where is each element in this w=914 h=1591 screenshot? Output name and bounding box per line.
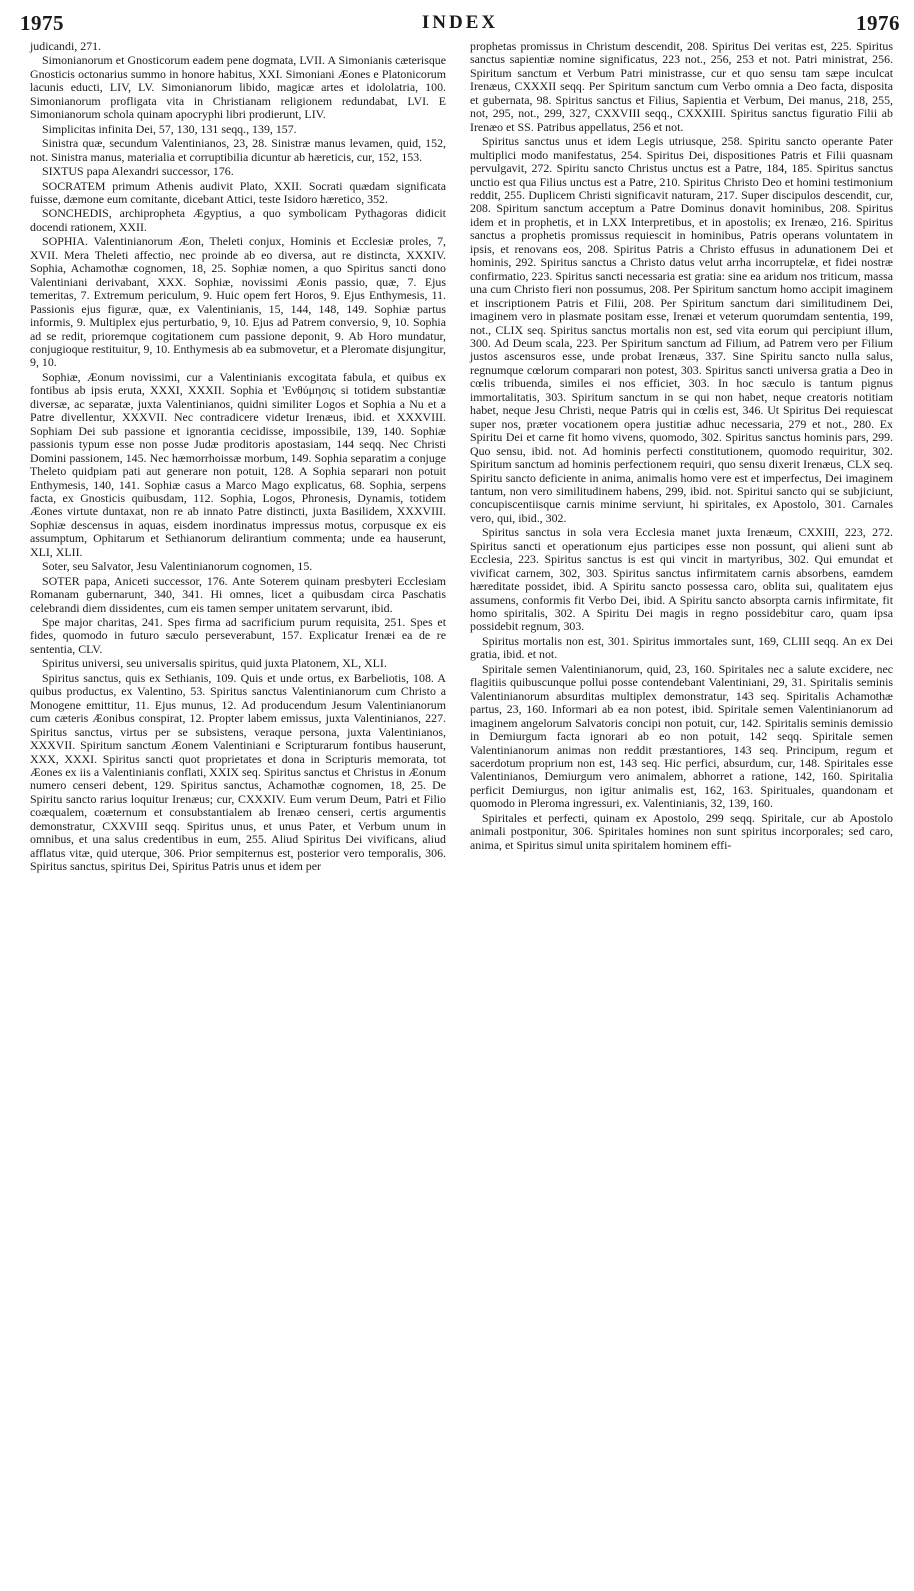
left-column	[30, 40, 446, 875]
index-entry: SOPHIA. Valentinianorum Æon, Theleti conjux, Hominis et Ecclesiæ proles, 7, XVII. Mera Theleti affectio, nec proinde ab eo diversa, aut re distincta, XXXIV. Sophia, Achamothæ cognomen, 18, 25. Sophiæ nomen, a quo Spiritus sancti dono Valentiniani derivabant, XXX. Sophiæ, novissimi Æonis passio, quæ, 7. Ejus temeritas, 7. Extremum periculum, 9. Huic opem fert Horos, 9. Ejus Enthymesis, 11. Passionis ejus figuræ, quæ, ex Valentinianis, 15, 144, 148, 149. Sophiæ partus informis, 9. Multiplex ejus perturbatio, 9, 10. Ejus ad Patrem conversio, 9, 10. Sophia ad se redit, prioremque cogitationem cum passione deponit, 9. Ab Horo mundatur, conjugioque restituitur, 9, 10. Enthymesis ab ea submovetur, et a Pleromate disjungitur, 9, 10.	[30, 234, 446, 370]
index-entry: SOTER papa, Aniceti successor, 176. Ante Soterem quinam presbyteri Ecclesiam Romanam gubernarunt, 340, 341. Hi omnes, licet a quibusdam circa Paschatis celebrandi diem dissidentes, cum eis tamen semper unitatem servarunt, ibid.	[30, 573, 446, 615]
index-entry: Spiritus mortalis non est, 301. Spiritus immortales sunt, 169, CLIII seqq. An ex Dei gratia, ibid. et not.	[470, 633, 893, 662]
index-entry: Soter, seu Salvator, Jesu Valentinianorum cognomen, 15.	[42, 559, 313, 574]
index-entry: Spiritus universi, seu universalis spiritus, quid juxta Platonem, XL, XLI.	[42, 656, 387, 671]
right-page-number: 1976	[855, 10, 900, 35]
index-entry: judicandi, 271.	[30, 39, 102, 53]
index-entry: Spiritus sanctus, quis ex Sethianis, 109. Quis et unde ortus, ex Barbeliotis, 108. A quibus productus, ex Valentino, 53. Spiritus sanctus Valentinianorum cum Christo a Monogene emittitur, 11. Ejus munus, 12. Ad producendum Jesum Valentinianorum cum cæteris Æonibus conspirat, 12. Propter labem emissus, juxta Valentinianos, 227. Spiritus sanctus, virtus per se subsistens, veraque persona, juxta Valentinianos, XXXVII. Spiritum sanctum Æonem Valentiniani e Scripturarum fontibus hauserunt, XXX, XXXI. Spiritus sancti quot proprietates et dona in Scripturis memorata, tot Æones ex iis a Valentinianis conflati, XXIX seq. Spiritus sanctus et Christus in Æonum numero censeri debent, 129. Spiritus sanctus, Achamothæ cognomen, 18, 25. De Spiritu sancto rarius loquitur Irenæus; cur, CXXXIV. Eum verum Deum, Patri et Filio coæqualem, coæternum et consubstantialem ab Irenæo censeri, certis argumentis demonstratur, CXXVIII seqq. Spiritus unus, et unus Pater, et Verbum unum in omnibus, et una salus credentibus in eum, 255. Aliud Spiritus Dei vivificans, aliud afflatus vitæ, quid uterque, 306. Prior sempiternus est, posterior vero temporalis, 306. Spiritus sanctus, spiritus Dei, Spiritus Patris unus et idem per	[30, 670, 446, 874]
index-entry: Simplicitas infinita Dei, 57, 130, 131 seqq., 139, 157.	[42, 121, 297, 136]
index-entry: Spiritus sanctus unus et idem Legis utriusque, 258. Spiritu sancto operante Pater multiplici modo manifestatus, 254. Spiritus Dei, dispositiones Patris et Filii quasnam pervulgavit, 272. Spiritu sancto Christus unctus est a Patre, 184, 185. Spiritus sanctus unctio est qua Filius unctus est a Patre, 210. Spiritus Christo Deo et homini testimonium reddit, 255. Duplicem Christi significavit naturam, 217. Super discipulos descendit, cur, 208. Spiritum sanctum acceptum a Patre Dominus donavit hominibus, 208. Spiritus idem et in prophetis, et in LXX Interpretibus, et in apostolis; ex Irenæo, 216. Spiritus sanctus a prophetis promissus requiescit in hominibus, Patris operans voluntatem in ipsis, et renovans eos, 208. Spiritus Patris a Christo effusus in adunationem Dei et hominis, 292. Spiritus sanctus a Christo datus velut arrha incorruptelæ, et fidei nostræ confirmatio, 223. Spiritus sancti necessaria est gratia: sine ea aridum nos triticum, massa una cum Christo fieri non possumus, 208. Per Spiritum sanctum homo accipit imaginem et inscriptionem Patris et Filii, 208. Per Spiritum sanctum dari similitudinem Dei, imaginem vero in plasmate positam esse, Irenæi et veterum quorumdam sententia, 199, not., CLIX seq. Spiritus sanctus mortalis non est, sed vita eorum qui percipiunt illum, 300. Ad Deum scala, 223. Per Spiritum sanctum ad Filium, ad Patrem vero per Filium justos ascensuros esse, unde probat Irenæus, 337. Sine Spiritu sancto nulla salus, regnumque cœlorum comparari non potest, 303. Spiritus sancti universa gratia a Deo in cœlis tribuenda, similes ei nos efficiet, 303. In hoc sæculo is tantum pignus immortalitatis, 303. Spiritum sanctum in se qui non habet, neque creatoris notitiam habet, neque Jesu Christi, neque Patris qui in cœlis est, 346. Ut Spiritus Dei requiescat super nos, præter vocationem opera justitiæ adhuc necessaria, 279 et not., 280. Ex Spiritu Dei et carne fit homo vivens, quomodo, 302. Spiritus sanctus hominis pars, 299. Quo sensu, ibid. not. Ad hominis perfecti constitutionem, quomodo requiritur, 302. Spiritum sanctum ad hominis perfectionem requiri, quo sensu dixerit Irenæus, CLX seq. Spiritu sancto deficiente in anima, animalis homo vere est et imperfectus, Dei imaginem tantum, non vero similitudinem habens, 299, ibid. not. Spiritui sancto qui se subjiciunt, concupiscentiisque carnis minime serviunt, hi spiritales, ex Apostolo, 301. Carnales vero, qui, ibid., 302.	[470, 134, 893, 525]
index-entry: SONCHEDIS, archipropheta Ægyptius, a quo symbolicam Pythagoras didicit docendi rationem, XXII.	[30, 206, 446, 234]
index-entry: Sophiæ, Æonum novissimi, cur a Valentinianis excogitata fabula, et quibus ex fontibus ab ipsis eruta, XXXI, XXXII. Sophia et 'Ενθύμησις si totidem substantiæ diversæ, ac separatæ, juxta Valentinianos, quidni similiter Logos et Sophia a Nu et a Patre divellentur, XXXVII. Nec contradicere videtur Irenæus, ibid. et XXXVIII. Sophiam Dei sub passione et ignorantia cecidisse, impossibile, 139, 140. Sophiæ passionis typum esse non posse Judæ proditoris apostasiam, 144 seqq. Nec Christi Domini passionem, 145. Nec hæmorrhoissæ morbum, 149. Sophia separatim a conjuge Theleto quidpiam pati aut generare non potuit, 128. A Sophia separari non potuit Enthymesis, 140, 141. Sophiæ casus a Marco Mago explicatus, 68. Sophia, serpens facta, ex Gnosticis quibusdam, 112. Sophia, Logos, Phronesis, Dynamis, totidem Æones virtute duntaxat, non re ab innato Patre distincti, juxta Basilidem, XXXVIII. Sophiæ descensus in aquas, eisdem inordinatus impressus motus, corpusque ex eis assumptum, Ophitarum et Sethianorum delirantium commenta; unde ea hauserunt, XLI, XLII.	[30, 369, 446, 559]
page-header	[20, 10, 900, 36]
index-entry: prophetas promissus in Christum descendit, 208. Spiritus Dei veritas est, 225. Spiritus sanctus sapientiæ nomine significatus, 223 not., 256, 253 et not. Patri ministrat, 256. Spiritum sanctum et Verbum Patri ministrasse, cur et quo sensu tam sæpe inculcat Irenæus, CXXXII seqq. Per Spiritum sanctum cum Verbo omnia a Deo facta, disposita et gubernata, 98. Spiritus sanctus et Filius, Sapientia et Verbum, Dei manus, 218, 255, not, 295, not., 299, 327, CXXVIII seqq., CXXXIII. Spiritus sanctus figuratio Filii ab Irenæo et SS. Patribus appellatus, 256 et not.	[470, 39, 893, 134]
index-entry: Spiritus sanctus in sola vera Ecclesia manet juxta Irenæum, CXXIII, 223, 272. Spiritus sancti et operationum ejus participes esse non possunt, qui alieni sunt ab Ecclesia, 223. Spiritus sanctus is est qui vincit in martyribus, 302. Qui emundat et vivificat carnem, 302, 303. Spiritus sanctus infirmitatem carnis absorbens, eamdem hæreditate possidet, ibid. A Spiritu sancto possessa caro, oblita sui, qualitatem ejus assumens, conformis fit Verbo Dei, ibid. A Spiritu sancto absorpta carnis infirmitate, fit homo spiritalis, 302. A Spiritu Dei magis in regno possidebitur caro, quam ipsa possidebit regnum, 303.	[470, 525, 893, 634]
index-entry: Spiritale semen Valentinianorum, quid, 23, 160. Spiritales nec a salute excidere, nec flagitiis quibuscunque pollui posse contendebant Valentiniani, 29, 31. Spiritalis seminis Valentinianorum absurditas multiplex demonstratur, 143 seq. Spiritalis Achamothæ partus, 23, 160. Informari ab ea non potest, ibid. Spiritale semen Valentinianorum ad imaginem angelorum Salvatoris concipi non potuit, cur, 142. Spiritalis seminis demissio in Demiurgum facta ignorari ab eo non potuit, 142 seqq. Spiritale semen Valentinianorum animas non reddit præstantiores, 143 seq. Principum, regum et sacerdotum proprium non est, 143 seq. Hic perfici, absurdum, cur, 148. Spiritales esse Valentinianos, Demiurgum vero animalem, abhorret a ratione, 142, 160. Spiritalia perficit Demiurgus, non igitur animalis est, 162, 163. Spirituales, quandonam et quomodo in Pleroma ingressuri, ex. Valentinianis, 32, 139, 160.	[470, 661, 893, 811]
index-entry: SIXTUS papa Alexandri successor, 176.	[42, 164, 234, 179]
right-column	[470, 40, 893, 853]
index-entry: Simonianorum et Gnosticorum eadem pene dogmata, LVII. A Simonianis cæterisque Gnosticis octonarius summo in honore habitus, XXI. Simoniani Æones e Platonicorum lacunis educti, LIV, LV. Simonianorum libido, magicæ artes et idololatria, 100. Simonianorum profligata vita in Christianam religionem redundabat, LVI. E Simonianorum schola quinam apocryphi libri prodierunt, LIV.	[30, 53, 446, 122]
index-entry: Spe major charitas, 241. Spes firma ad sacrificium purum requisita, 251. Spes et fides, quomodo in futuro sæculo perseverabunt, 157. Explicatur Irenæi ea de re sententia, CLV.	[30, 615, 446, 656]
index-entry: SOCRATEM primum Athenis audivit Plato, XXII. Socrati quædam significata fuisse, dæmone eum comitante, dicebant Attici, teste Isidoro hæretico, 352.	[30, 178, 446, 206]
index-entry: Sinistra quæ, secundum Valentinianos, 23, 28. Sinistræ manus levamen, quid, 152, not. Sinistra manus, materialia et corruptibilia dicuntur ab hæreticis, cur, 152, 153.	[30, 136, 446, 164]
index-entry: Spiritales et perfecti, quinam ex Apostolo, 299 seqq. Spiritale, cur ab Apostolo animali postponitur, 306. Spiritales homines non sunt spiritus incorporales; sed caro, anima, et Spiritus simul unita spiritalem hominem effi-	[470, 810, 893, 852]
page-title: INDEX	[421, 12, 499, 33]
left-page-number: 1975	[20, 10, 64, 35]
